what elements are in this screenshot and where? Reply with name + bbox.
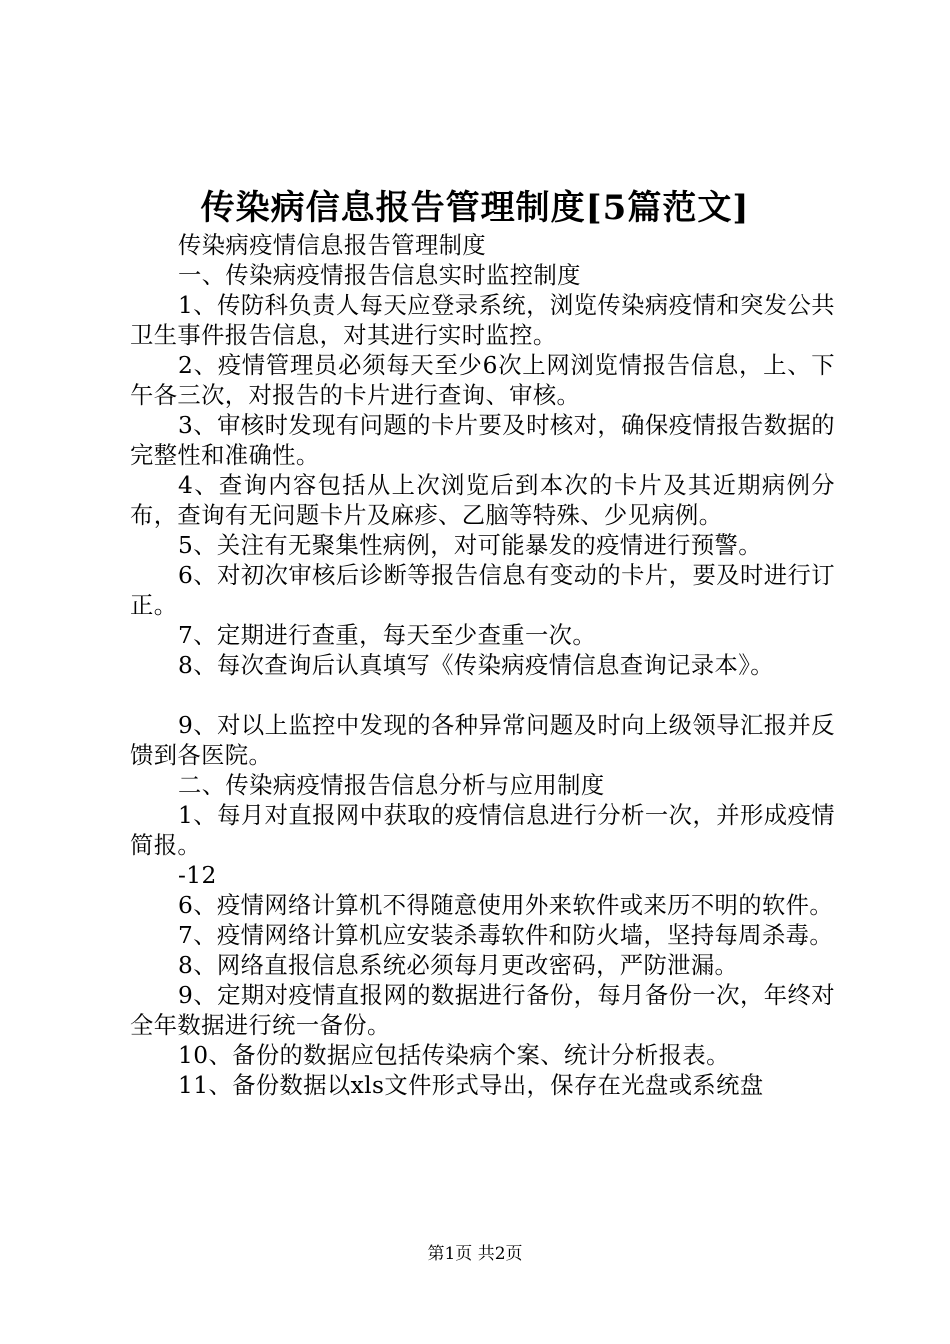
page-footer: 第1页 共2页: [427, 1244, 523, 1264]
paragraph: 5、关注有无聚集性病例，对可能暴发的疫情进行预警。: [178, 532, 762, 559]
paragraph: 9、对以上监控中发现的各种异常问题及时向上级领导汇报并反馈到各医院。: [130, 712, 835, 769]
paragraph: 4、查询内容包括从上次浏览后到本次的卡片及其近期病例分布，查询有无问题卡片及麻疹、乙脑等特殊、少见病例。: [130, 472, 835, 529]
paragraph: 9、定期对疫情直报网的数据进行备份，每月备份一次，年终对全年数据进行统一备份。: [130, 982, 835, 1039]
document-title: 传染病信息报告管理制度[5篇范文]: [200, 188, 750, 228]
section-heading: 二、传染病疫情报告信息分析与应用制度: [178, 772, 605, 799]
paragraph: 8、每次查询后认真填写《传染病疫情信息查询记录本》。: [178, 652, 774, 679]
document-body: [130, 231, 835, 1101]
paragraph: 2、疫情管理员必须每天至少6次上网浏览情报告信息，上、下午各三次，对报告的卡片进行查询、审核。: [130, 352, 835, 409]
blank-line: [130, 681, 835, 711]
paragraph: 10、备份的数据应包括传染病个案、统计分析报表。: [178, 1042, 730, 1069]
paragraph: 1、传防科负责人每天应登录系统，浏览传染病疫情和突发公共卫生事件报告信息，对其进行实时监控。: [130, 292, 835, 349]
paragraph: 11、备份数据以xls文件形式导出，保存在光盘或系统盘: [178, 1072, 764, 1099]
paragraph: 传染病疫情信息报告管理制度: [178, 232, 487, 259]
paragraph: 7、疫情网络计算机应安装杀毒软件和防火墙，坚持每周杀毒。: [178, 922, 834, 949]
paragraph: 6、疫情网络计算机不得随意使用外来软件或来历不明的软件。: [178, 892, 834, 919]
paragraph: 6、对初次审核后诊断等报告信息有变动的卡片，要及时进行订正。: [130, 562, 835, 619]
page-marker: -12: [178, 862, 217, 889]
section-heading: 一、传染病疫情报告信息实时监控制度: [178, 262, 581, 289]
paragraph: 8、网络直报信息系统必须每月更改密码，严防泄漏。: [178, 952, 739, 979]
paragraph: 3、审核时发现有问题的卡片要及时核对，确保疫情报告数据的完整性和准确性。: [130, 412, 835, 469]
paragraph: 1、每月对直报网中获取的疫情信息进行分析一次，并形成疫情简报。: [130, 802, 835, 859]
paragraph: 7、定期进行查重，每天至少查重一次。: [178, 622, 597, 649]
